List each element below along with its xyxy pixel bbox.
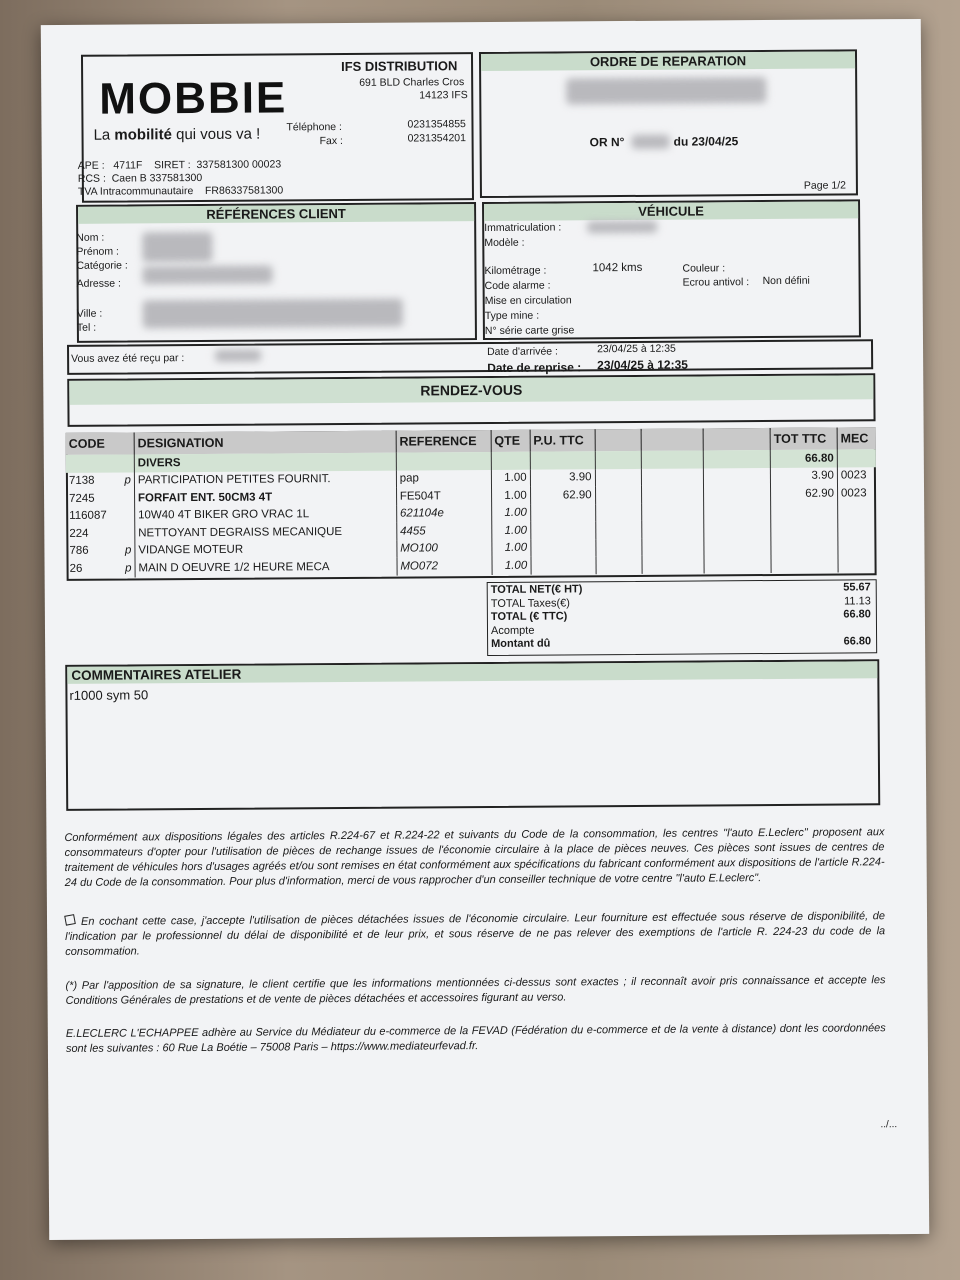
legal-paragraph-1: Conformément aux dispositions légales des articles R.224-67 et R.224-22 et suivants du Code de la consommation, les centres "l'auto E.Leclerc" proposent aux consommateurs d'opter pour l'utilisation de pièces de rechange issues de l'économie circulaire à la place de pièces neuves. Ces pièces sont issues de centres de traitement de véhicules hors d'usages agréés et/ou sont remises en état conformément aux spécifications du fabricant conformément aux dispositions de l'article R.224-24 du Code de la consommation. Pour plus d'information, merci de vous rapprocher d'un conseiller technique de votre centre "l'auto E.Leclerc". [64,826,885,889]
alarme-label: Code alarme : [484,279,551,292]
col-pu: P.U. TTC [530,429,595,451]
page-number: Page 1/2 [803,179,846,192]
legal-paragraph-4: E.LECLERC L'ECHAPPEE adhère au Service du Médiateur du e-commerce de la FEVAD (Fédération du e-commerce et de la vente à distance) dont les coordonnées sont les suivantes : 60 Rue La Boétie – 75008 Paris – https://www.mediateurfevad.fr. [65,1022,886,1055]
serie-label: N° série carte grise [484,324,575,337]
ape-line: APE : 4711F SIRET : 337581300 00023 [77,158,282,172]
redacted-client-address [142,265,272,284]
montant-du-label: Montant dû [491,637,551,650]
rendezvous-title: RENDEZ-VOUS [69,375,873,405]
reprise-value: 23/04/25 à 12:35 [597,357,688,373]
arrivee-label: Date d'arrivée : [487,345,558,358]
table-row: 116087 10W40 4T BIKER GRO VRAC 1L 621104e 1.00 [66,502,876,525]
col-empty3 [703,428,770,450]
phone-value: 0231354855 [407,118,466,131]
group-row: DIVERS 66.80 [66,449,876,472]
total-ttc-label: TOTAL (€ TTC) [490,610,568,623]
checkbox-icon[interactable] [64,914,76,926]
total-taxes-value: 11.13 [844,594,871,607]
total-net-label: TOTAL NET(€ HT) [490,583,583,596]
phone-label: Téléphone : [286,120,342,134]
continued-marker: ../... [880,1119,898,1131]
reprise-label: Date de reprise : [487,360,582,375]
company-address2: 14123 IFS [419,89,468,102]
redacted-client-name [142,232,212,262]
vehicle-title: VÉHICULE [484,201,858,221]
km-value: 1042 kms [592,261,643,275]
modele-label: Modèle : [484,236,525,249]
table-row: 224 NETTOYANT DEGRAISS MECANIQUE 4455 1.00 [66,519,876,542]
reception-box [67,339,873,375]
couleur-label: Couleur : [682,262,726,275]
total-taxes-label: TOTAL Taxes(€) [490,596,570,610]
col-designation: DESIGNATION [134,431,396,455]
order-box [479,49,858,198]
redacted-order-name [566,77,766,104]
tva-line: TVA Intracommunautaire FR86337581300 [77,184,284,198]
recu-par-label: Vous avez été reçu par : [71,352,185,365]
company-address1: 691 BLD Charles Cros [359,76,465,89]
table-row: 7138 p PARTICIPATION PETITES FOURNIT. pap 1.00 3.90 3.90 0023 [66,467,876,490]
col-reference: REFERENCE [396,430,491,453]
table-row: 7245 FORFAIT ENT. 50CM3 4T FE504T 1.00 62.90 62.90 0023 [66,484,876,507]
montant-du-value: 66.80 [843,635,872,648]
comments-box [65,659,880,811]
immat-label: Immatriculation : [484,221,562,234]
col-tot: TOT TTC [770,428,837,450]
km-label: Kilométrage : [484,264,547,277]
col-empty2 [642,428,704,450]
mobbie-logo: MOBBIE [99,73,288,124]
redacted-receiver [215,350,261,362]
total-ttc-value: 66.80 [843,608,871,621]
company-name: IFS DISTRIBUTION [341,58,458,74]
totals [491,581,871,651]
table-row: 786 p VIDANGE MOTEUR MO100 1.00 [66,537,876,560]
acompte-label: Acompte [490,624,535,637]
fax-label: Fax : [319,134,343,148]
circulation-label: Mise en circulation [484,294,572,307]
col-qte: QTE [491,430,530,452]
comments-text: r1000 sym 50 [69,687,149,703]
col-empty1 [595,429,642,451]
items-table [66,427,877,577]
client-labels: Nom : Prénom : Catégorie : Adresse : Ville : Tel : [76,231,128,334]
redacted-client-city [143,299,403,329]
comments-title: COMMENTAIRES ATELIER [67,661,877,684]
type-label: Type mine : [484,309,540,322]
fax-value: 0231354201 [407,132,467,145]
legal-paragraph-2: En cochant cette case, j'accepte l'utilisation de pièces détachées issues de l'économie circulaire. Leur fourniture est effectuée sous réserve de disponibilité, de l'indication par le professionnel du délai de disponibilité et de leur prix, et sous réserve de ne pas relever des exemptions de l'article R. 224-23 du code de la consommation. [65,910,886,958]
total-net-value: 55.67 [843,581,871,594]
ecrou-value: Non défini [762,274,810,288]
order-date: du 23/04/25 [673,134,739,149]
rcs-line: RCS : Caen B 337581300 [77,171,203,185]
client-title: RÉFÉRENCES CLIENT [78,204,474,224]
col-code: CODE [66,432,135,454]
table-row: 26 p MAIN D OEUVRE 1/2 HEURE MECA MO072 1.00 [67,554,877,577]
col-mec: MEC [837,427,876,449]
redacted-or-number [632,135,670,149]
order-title: ORDRE DE REPARATION [481,51,855,71]
tagline: La mobilité qui vous va ! [93,125,261,144]
redacted-immat [587,221,657,233]
legal-paragraph-3: (*) Par l'apposition de sa signature, le client certifie que les informations mentionnées ci-dessus sont exactes ; il reconnaît avoir pris connaissance et accepte les Conditions Générales de prestations et de vente de pièces détachées et accessoires figurant au verso. [65,974,886,1007]
repair-order-document [41,19,929,1240]
rendezvous-box [67,373,875,427]
ecrou-label: Ecrou antivol : [682,276,750,289]
or-number-label: OR N° [589,135,625,150]
arrivee-value: 23/04/25 à 12:35 [597,342,676,356]
